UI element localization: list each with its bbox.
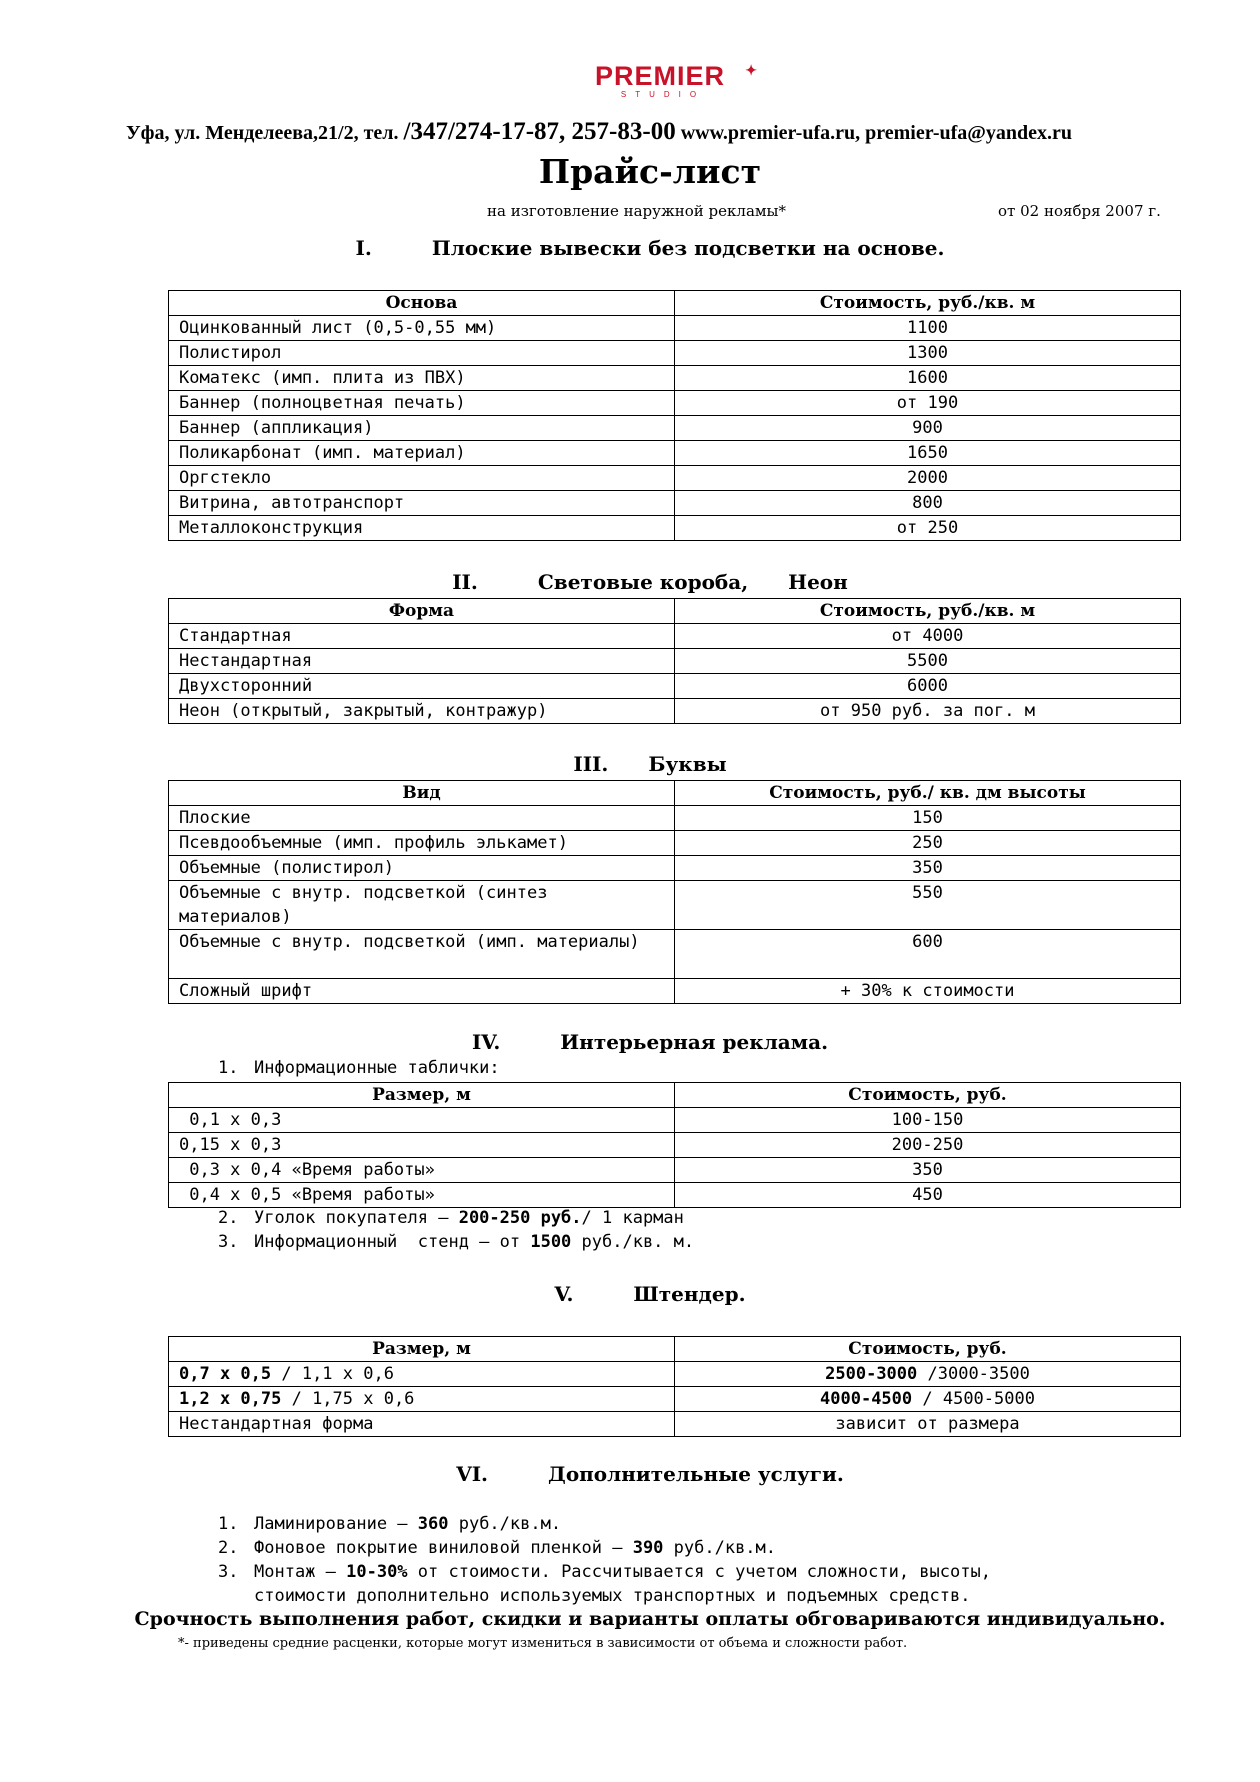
table-header-row: [169, 599, 1181, 624]
cell-material: Коматекс (имп. плита из ПВХ): [169, 366, 675, 391]
cell-price: 550: [675, 881, 1181, 930]
cell-material: Баннер (полноцветная печать): [169, 391, 675, 416]
column-header: Размер, м: [169, 1083, 675, 1108]
section-2-heading: [0, 570, 1260, 594]
list-item: [218, 1512, 561, 1536]
list-text: Монтаж –: [254, 1562, 347, 1582]
cell-type: Псевдообъемные (имп. профиль элькамет): [169, 831, 675, 856]
table-info-plates: [168, 1082, 1181, 1208]
list-price: 10-30%: [346, 1562, 408, 1582]
address: Уфа, ул. Менделеева,21/2, тел.: [126, 122, 399, 144]
urgency-note: Срочность выполнения работ, скидки и варианты оплаты обговариваются индивидуально.: [134, 1608, 1166, 1630]
cell-price: 800: [675, 491, 1181, 516]
cell-price: от 250: [675, 516, 1181, 541]
list-number: 1.: [218, 1058, 239, 1078]
logo-subtext: STUDIO: [620, 90, 706, 99]
cell-price: 1300: [675, 341, 1181, 366]
company-logo: [560, 62, 760, 99]
cell-price: от 4000: [675, 624, 1181, 649]
table-row: [169, 881, 1181, 930]
list-number: 2.: [218, 1208, 239, 1228]
column-header: Стоимость, руб./кв. м: [675, 599, 1181, 624]
star-icon: ✦: [745, 62, 758, 78]
cell-price: 2000: [675, 466, 1181, 491]
section-6-heading: [0, 1462, 1260, 1486]
table-row: [169, 516, 1181, 541]
table-row: [169, 366, 1181, 391]
cell-price: 5500: [675, 649, 1181, 674]
table-row: [169, 856, 1181, 881]
list-text: руб./кв.м.: [448, 1514, 562, 1534]
cell-price: [675, 1387, 1181, 1412]
list-item-continuation: [218, 1584, 970, 1608]
cell-material: Оргстекло: [169, 466, 675, 491]
column-header: Стоимость, руб.: [675, 1083, 1181, 1108]
cell-price: 450: [675, 1183, 1181, 1208]
footnote: *- приведены средние расценки, которые могут измениться в зависимости от объема и сложности работ.: [178, 1636, 908, 1651]
table-row: [169, 649, 1181, 674]
section-number: V.: [554, 1282, 574, 1306]
table-light-boxes: [168, 598, 1181, 724]
size-bold: 0,7 х 0,5: [179, 1364, 272, 1384]
cell-price: 600: [675, 930, 1181, 979]
table-row: [169, 1183, 1181, 1208]
cell-material: Металлоконструкция: [169, 516, 675, 541]
cell-type: Сложный шрифт: [169, 979, 675, 1004]
cell-price: 900: [675, 416, 1181, 441]
column-header: Основа: [169, 291, 675, 316]
cell-size: 0,15 х 0,3: [169, 1133, 675, 1158]
table-letters: [168, 780, 1181, 1004]
size-alt: / 1,1 х 0,6: [271, 1364, 394, 1384]
web-email[interactable]: www.premier-ufa.ru, premier-ufa@yandex.ru: [680, 122, 1073, 144]
size-bold: 1,2 х 0,75: [179, 1389, 282, 1409]
contact-line: [126, 118, 1226, 146]
list-number: 3.: [218, 1232, 239, 1252]
list-price: 200-250 руб.: [458, 1208, 582, 1228]
phones: /347/274-17-87, 257-83-00: [403, 118, 676, 145]
price-bold: 2500-3000: [825, 1364, 918, 1384]
table-row: [169, 930, 1181, 979]
section-5-heading: [0, 1282, 1260, 1306]
section-title: Световые короба,: [537, 570, 749, 594]
cell-material: Поликарбонат (имп. материал): [169, 441, 675, 466]
column-header: Стоимость, руб./ кв. дм высоты: [675, 781, 1181, 806]
cell-material: Витрина, автотранспорт: [169, 491, 675, 516]
table-row: [169, 1412, 1181, 1437]
cell-price: + 30% к стоимости: [675, 979, 1181, 1004]
section-title: Интерьерная реклама.: [560, 1030, 829, 1054]
cell-form: Нестандартная: [169, 649, 675, 674]
section-number: II.: [452, 570, 478, 594]
cell-price: от 950 руб. за пог. м: [675, 699, 1181, 724]
cell-material: Баннер (аппликация): [169, 416, 675, 441]
list-price: 390: [632, 1538, 664, 1558]
table-header-row: [169, 781, 1181, 806]
list-text: стоимости дополнительно используемых транспортных и подъемных средств.: [254, 1586, 971, 1606]
cell-type: Объемные с внутр. подсветкой (имп. материалы): [169, 930, 675, 979]
cell-price: 350: [675, 1158, 1181, 1183]
cell-price: зависит от размера: [675, 1412, 1181, 1437]
cell-price: 150: [675, 806, 1181, 831]
list-item: [218, 1056, 500, 1080]
table-row: [169, 624, 1181, 649]
price-alt: / 4500-5000: [912, 1389, 1035, 1409]
list-text: Ламинирование –: [254, 1514, 418, 1534]
table-row: [169, 466, 1181, 491]
section-number: VI.: [456, 1462, 489, 1486]
cell-price: 350: [675, 856, 1181, 881]
cell-price: [675, 1362, 1181, 1387]
document-date: от 02 ноября 2007 г.: [998, 202, 1161, 220]
section-title: Буквы: [648, 752, 727, 776]
section-number: IV.: [471, 1030, 501, 1054]
cell-size: 0,1 х 0,3: [169, 1108, 675, 1133]
table-row: [169, 491, 1181, 516]
cell-size: [169, 1362, 675, 1387]
table-header-row: [169, 291, 1181, 316]
section-title: Плоские вывески без подсветки на основе.: [431, 236, 945, 260]
table-row: [169, 1387, 1181, 1412]
table-row: [169, 416, 1181, 441]
cell-form: Двухсторонний: [169, 674, 675, 699]
cell-material: Оцинкованный лист (0,5-0,55 мм): [169, 316, 675, 341]
column-header: Стоимость, руб./кв. м: [675, 291, 1181, 316]
cell-price: 250: [675, 831, 1181, 856]
section-title: Дополнительные услуги.: [548, 1462, 844, 1486]
cell-form: Неон (открытый, закрытый, контражур): [169, 699, 675, 724]
list-text: от стоимости. Рассчитывается с учетом сложности, высоты,: [407, 1562, 991, 1582]
cell-form: Стандартная: [169, 624, 675, 649]
list-price: 1500: [530, 1232, 572, 1252]
column-header: Форма: [169, 599, 675, 624]
list-number: 3.: [218, 1562, 239, 1582]
cell-price: 6000: [675, 674, 1181, 699]
cell-size: 0,3 х 0,4 «Время работы»: [169, 1158, 675, 1183]
cell-size: [169, 1387, 675, 1412]
table-row: [169, 831, 1181, 856]
table-row: [169, 391, 1181, 416]
table-flat-signs: [168, 290, 1181, 541]
cell-price: 100-150: [675, 1108, 1181, 1133]
price-alt: /3000-3500: [917, 1364, 1030, 1384]
list-text: Уголок покупателя –: [254, 1208, 459, 1228]
list-price: 360: [417, 1514, 449, 1534]
section-4-heading: [0, 1030, 1260, 1054]
logo-wordmark: [560, 62, 760, 90]
section-title-neon: Неон: [788, 570, 848, 594]
table-row: [169, 1108, 1181, 1133]
cell-price: 1100: [675, 316, 1181, 341]
table-row: [169, 441, 1181, 466]
list-text: руб./кв. м.: [571, 1232, 695, 1252]
table-row: [169, 806, 1181, 831]
list-text: / 1 карман: [581, 1208, 684, 1228]
table-row: [169, 1158, 1181, 1183]
section-3-heading: [0, 752, 1260, 776]
column-header: Размер, м: [169, 1337, 675, 1362]
size-alt: / 1,75 х 0,6: [281, 1389, 415, 1409]
section-number: III.: [573, 752, 609, 776]
list-item: [218, 1230, 694, 1254]
list-text: Фоновое покрытие виниловой пленкой –: [254, 1538, 633, 1558]
table-shtender: [168, 1336, 1181, 1437]
list-item: [218, 1206, 684, 1230]
cell-size: Нестандартная форма: [169, 1412, 675, 1437]
subtitle: на изготовление наружной рекламы*: [487, 202, 786, 220]
list-text: Информационные таблички:: [254, 1058, 500, 1078]
table-row: [169, 341, 1181, 366]
section-number: I.: [355, 236, 372, 260]
list-text: Информационный стенд – от: [254, 1232, 531, 1252]
cell-price: от 190: [675, 391, 1181, 416]
list-number: 1.: [218, 1514, 239, 1534]
cell-material: Полистирол: [169, 341, 675, 366]
table-row: [169, 699, 1181, 724]
list-item: [218, 1536, 776, 1560]
table-row: [169, 316, 1181, 341]
table-row: [169, 1133, 1181, 1158]
section-1-heading: [0, 236, 1260, 260]
cell-price: 1600: [675, 366, 1181, 391]
list-number: 2.: [218, 1538, 239, 1558]
list-text: руб./кв.м.: [663, 1538, 777, 1558]
cell-price: 200-250: [675, 1133, 1181, 1158]
list-item: [218, 1560, 991, 1584]
table-row: [169, 674, 1181, 699]
price-bold: 4000-4500: [820, 1389, 913, 1409]
table-row: [169, 1362, 1181, 1387]
cell-price: 1650: [675, 441, 1181, 466]
cell-type: Объемные (полистирол): [169, 856, 675, 881]
table-header-row: [169, 1337, 1181, 1362]
section-title: Штендер.: [633, 1282, 746, 1306]
table-header-row: [169, 1083, 1181, 1108]
cell-type: Объемные с внутр. подсветкой (синтез материалов): [169, 881, 675, 930]
table-row: [169, 979, 1181, 1004]
column-header: Вид: [169, 781, 675, 806]
cell-size: 0,4 х 0,5 «Время работы»: [169, 1183, 675, 1208]
logo-main-text: PREMIER: [594, 61, 726, 91]
cell-type: Плоские: [169, 806, 675, 831]
page-title: Прайс-лист: [538, 152, 762, 191]
column-header: Стоимость, руб.: [675, 1337, 1181, 1362]
